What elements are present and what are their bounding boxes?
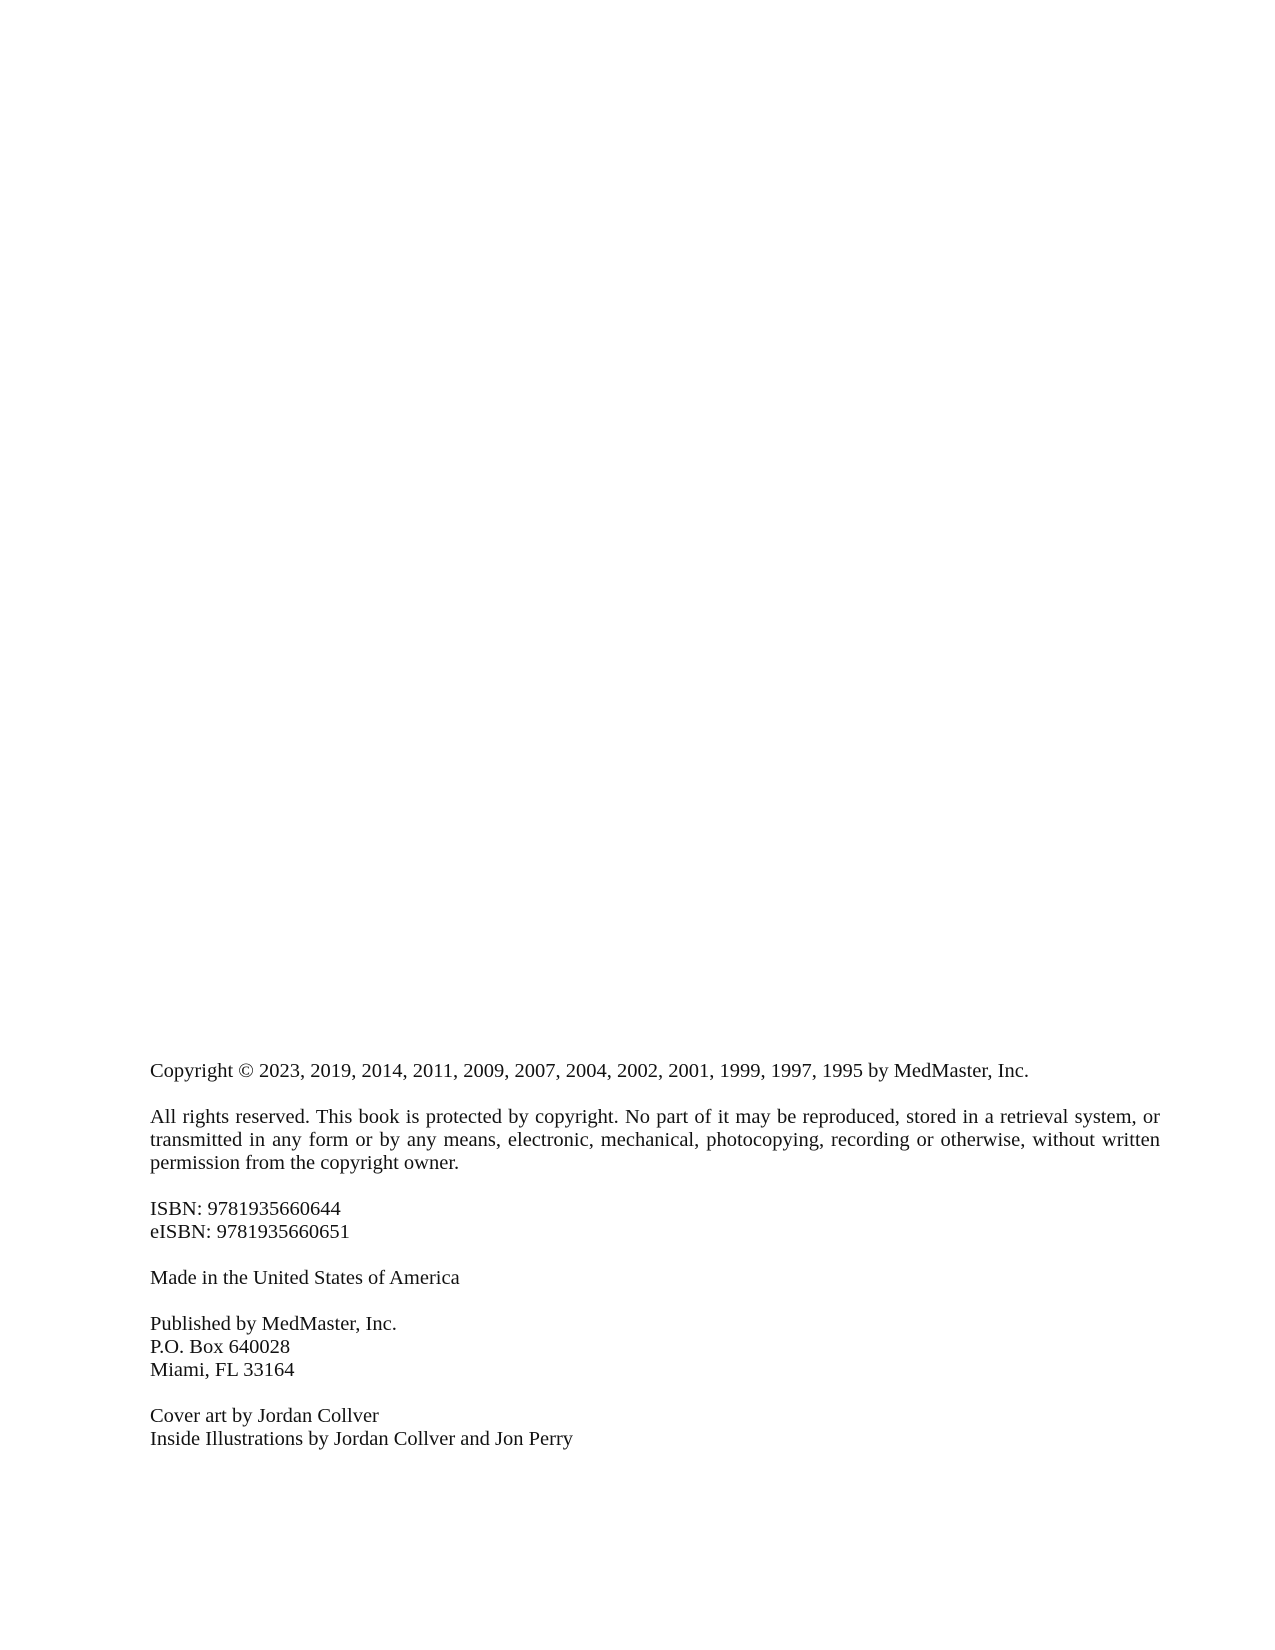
copyright-paragraph: [150, 1060, 1160, 1083]
credits-paragraph: [150, 1405, 1160, 1451]
cover-art-credit: Cover art by Jordan Collver: [150, 1405, 379, 1427]
eisbn-line: eISBN: 9781935660651: [150, 1221, 350, 1243]
publisher-name: Published by MedMaster, Inc.: [150, 1313, 397, 1335]
made-in-paragraph: [150, 1267, 1160, 1290]
rights-reserved-paragraph: All rights reserved. This book is protected by copyright. No part of it may be reproduced, stored in a retrieval system, or transmitted in any form or by any means, electronic, mechanical, photocopying, recording or otherwise, without written permission from the copyright owner.: [150, 1106, 1160, 1174]
publisher-paragraph: [150, 1313, 1160, 1382]
isbn-line: ISBN: 9781935660644: [150, 1198, 341, 1220]
inside-illustrations-credit: Inside Illustrations by Jordan Collver and Jon Perry: [150, 1428, 574, 1450]
made-in-line: Made in the United States of America: [150, 1267, 460, 1289]
publisher-po-box: P.O. Box 640028: [150, 1336, 291, 1358]
isbn-paragraph: [150, 1198, 1160, 1244]
copyright-line: Copyright © 2023, 2019, 2014, 2011, 2009, 2007, 2004, 2002, 2001, 1999, 1997, 1995 by MedMaster, Inc.: [150, 1060, 1029, 1082]
copyright-block: [150, 1060, 1160, 1474]
publisher-city: Miami, FL 33164: [150, 1359, 295, 1381]
